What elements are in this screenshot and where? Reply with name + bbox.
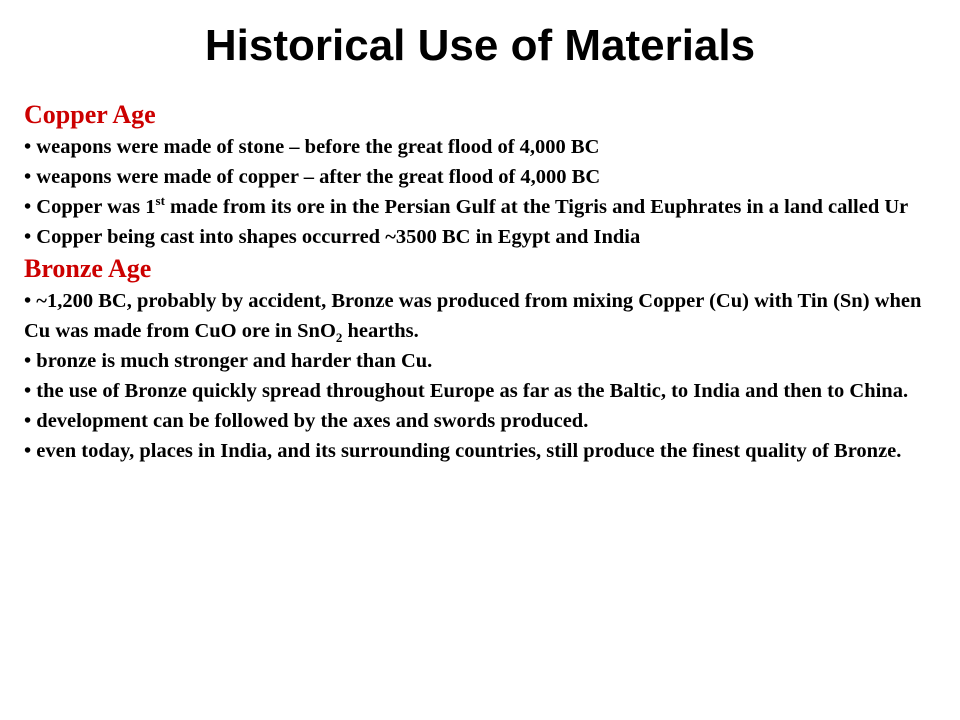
bronze-age-section [24, 252, 924, 466]
copper-age-bullet-stone-weapons: • weapons were made of stone – before the great flood of 4,000 BC [24, 136, 600, 158]
bronze-age-bullet-spread: • the use of Bronze quickly spread throughout Europe as far as the Baltic, to India and then to China. [24, 380, 909, 402]
chemical-subscript: 2 [335, 330, 343, 345]
ordinal-superscript: st [155, 193, 165, 208]
slide-body [24, 98, 924, 466]
bronze-age-bullet-strength: • bronze is much stronger and harder than Cu. [24, 350, 433, 372]
copper-age-bullet-casting: • Copper being cast into shapes occurred ~3500 BC in Egypt and India [24, 226, 641, 248]
bullet-text: hearths. [342, 320, 419, 342]
copper-age-heading: Copper Age [24, 100, 156, 129]
bronze-age-bullet-origin [24, 286, 924, 346]
bronze-age-bullet-india-today: • even today, places in India, and its surrounding countries, still produce the finest quality of Bronze. [24, 440, 902, 462]
bullet-text: • Copper was 1 [24, 196, 156, 218]
bullet-text: • ~1,200 BC, probably by accident, Bronze was produced from mixing Copper (Cu) with Tin (Sn) when Cu was made from CuO ore in SnO [24, 290, 922, 342]
bronze-age-heading: Bronze Age [24, 254, 152, 283]
copper-age-bullet-persian-gulf [24, 192, 924, 222]
copper-age-bullet-copper-weapons: • weapons were made of copper – after the great flood of 4,000 BC [24, 166, 601, 188]
slide-title: Historical Use of Materials [204, 21, 756, 70]
copper-age-section [24, 98, 924, 252]
bronze-age-bullet-axes-swords: • development can be followed by the axes and swords produced. [24, 410, 589, 432]
bullet-text: made from its ore in the Persian Gulf at the Tigris and Euphrates in a land called Ur [164, 196, 909, 218]
